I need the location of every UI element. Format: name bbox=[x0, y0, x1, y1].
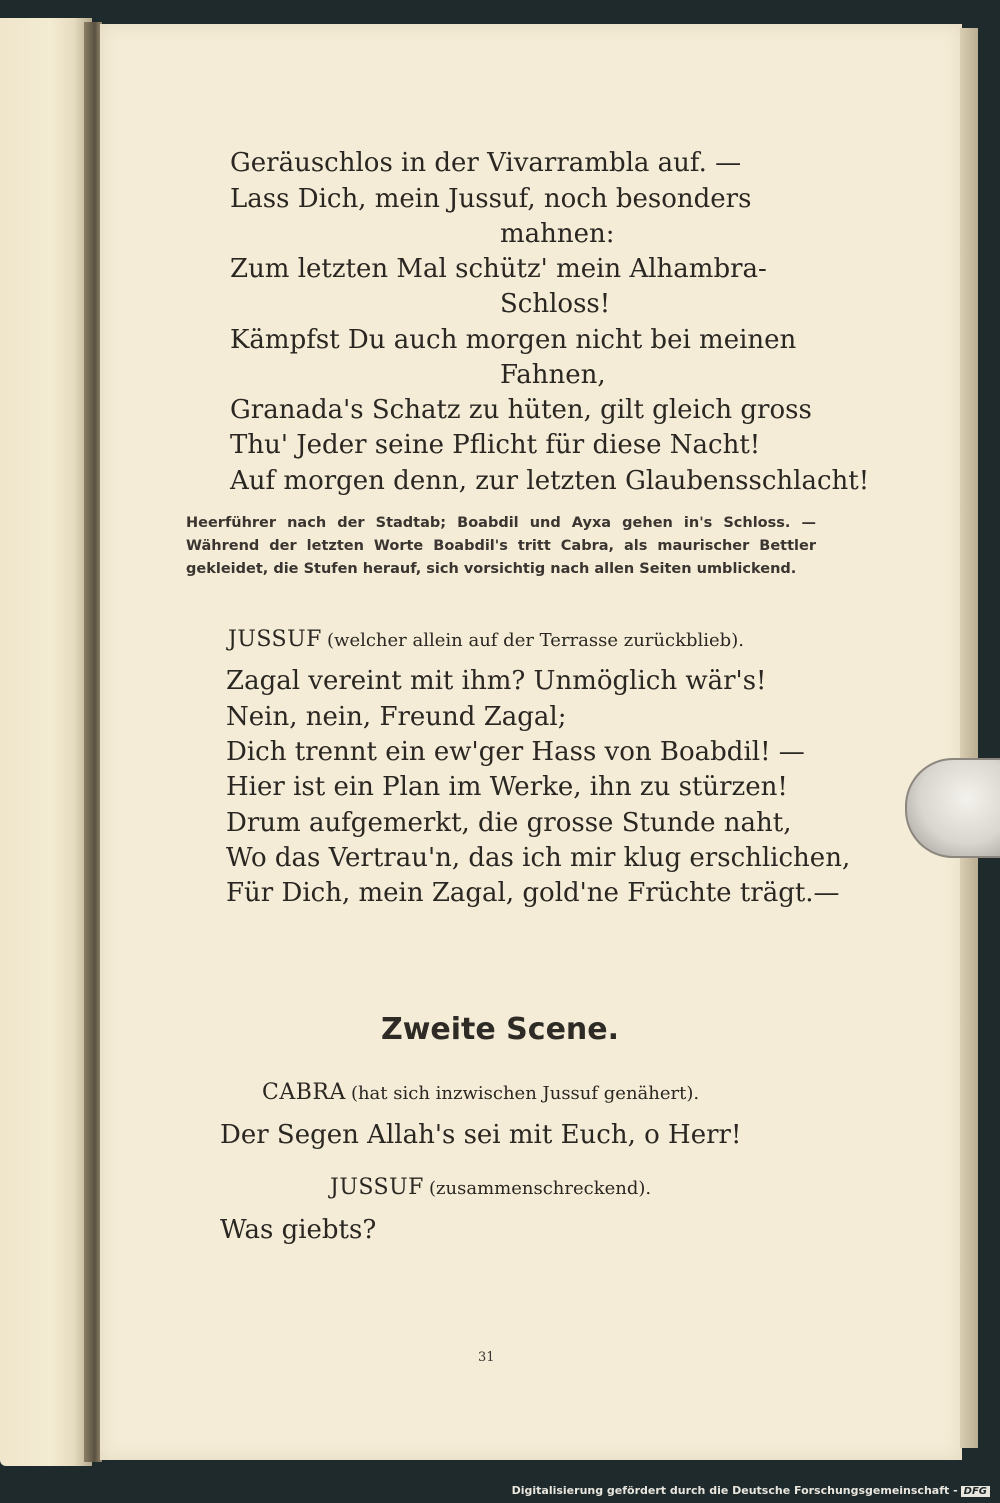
verse-line: Was giebts? bbox=[220, 1215, 377, 1245]
page-number: 31 bbox=[478, 1350, 495, 1365]
verse-line: Drum aufgemerkt, die grosse Stunde naht, bbox=[226, 808, 792, 838]
verse-line: Schloss! bbox=[500, 289, 611, 319]
dfg-logo: DFG bbox=[961, 1486, 990, 1497]
verse-line: Zum letzten Mal schütz' mein Alhambra- bbox=[230, 254, 767, 284]
speaker-heading bbox=[228, 627, 744, 652]
credit-text: Digitalisierung gefördert durch die Deutsche Forschungsgemeinschaft - bbox=[511, 1484, 958, 1497]
page-edge bbox=[960, 28, 978, 1448]
verse-line: Auf morgen denn, zur letzten Glaubensschlacht! bbox=[230, 466, 870, 496]
verse-line: Nein, nein, Freund Zagal; bbox=[226, 702, 567, 732]
speaker-heading bbox=[330, 1175, 651, 1200]
verse-line: Wo das Vertrau'n, das ich mir klug erschlichen, bbox=[226, 843, 851, 873]
verse-line: Kämpfst Du auch morgen nicht bei meinen bbox=[230, 325, 797, 355]
digitization-credit bbox=[512, 1484, 990, 1497]
verse-line: Zagal vereint mit ihm? Unmöglich wär's! bbox=[226, 666, 767, 696]
verse-line: Fahnen, bbox=[500, 360, 606, 390]
left-page-edge bbox=[0, 18, 92, 1466]
speaker-name: JUSSUF bbox=[330, 1175, 424, 1200]
bookmark-tab bbox=[905, 758, 1000, 858]
verse-line: Hier ist ein Plan im Werke, ihn zu stürzen! bbox=[226, 772, 788, 802]
speaker-heading bbox=[262, 1080, 699, 1105]
speaker-direction: (hat sich inzwischen Jussuf genähert). bbox=[350, 1083, 700, 1104]
speaker-name: JUSSUF bbox=[228, 627, 322, 652]
scene-title: Zweite Scene. bbox=[380, 1012, 620, 1047]
verse-line: Geräuschlos in der Vivarrambla auf. — bbox=[230, 148, 742, 178]
verse-line: Thu' Jeder seine Pflicht für diese Nacht! bbox=[230, 430, 761, 460]
speaker-direction: (welcher allein auf der Terrasse zurückblieb). bbox=[327, 630, 744, 651]
verse-line: Granada's Schatz zu hüten, gilt gleich gross bbox=[230, 395, 812, 425]
speaker-name: CABRA bbox=[262, 1080, 346, 1105]
verse-line: Der Segen Allah's sei mit Euch, o Herr! bbox=[220, 1120, 742, 1150]
stage-direction: Heerführer nach der Stadtab; Boabdil und Ayxa gehen in's Schloss. — Während der letzten Worte Boabdil's tritt Cabra, als maurischer Bettler gekleidet, die Stufen herauf, sich vorsichtig nach allen Seiten umblickend. bbox=[186, 515, 816, 577]
verse-line: Dich trennt ein ew'ger Hass von Boabdil! — bbox=[226, 737, 805, 767]
verse-line: Für Dich, mein Zagal, gold'ne Früchte trägt.— bbox=[226, 878, 840, 908]
verse-line: mahnen: bbox=[500, 219, 615, 249]
verse-line: Lass Dich, mein Jussuf, noch besonders bbox=[230, 184, 752, 214]
speaker-direction: (zusammenschreckend). bbox=[429, 1178, 652, 1199]
